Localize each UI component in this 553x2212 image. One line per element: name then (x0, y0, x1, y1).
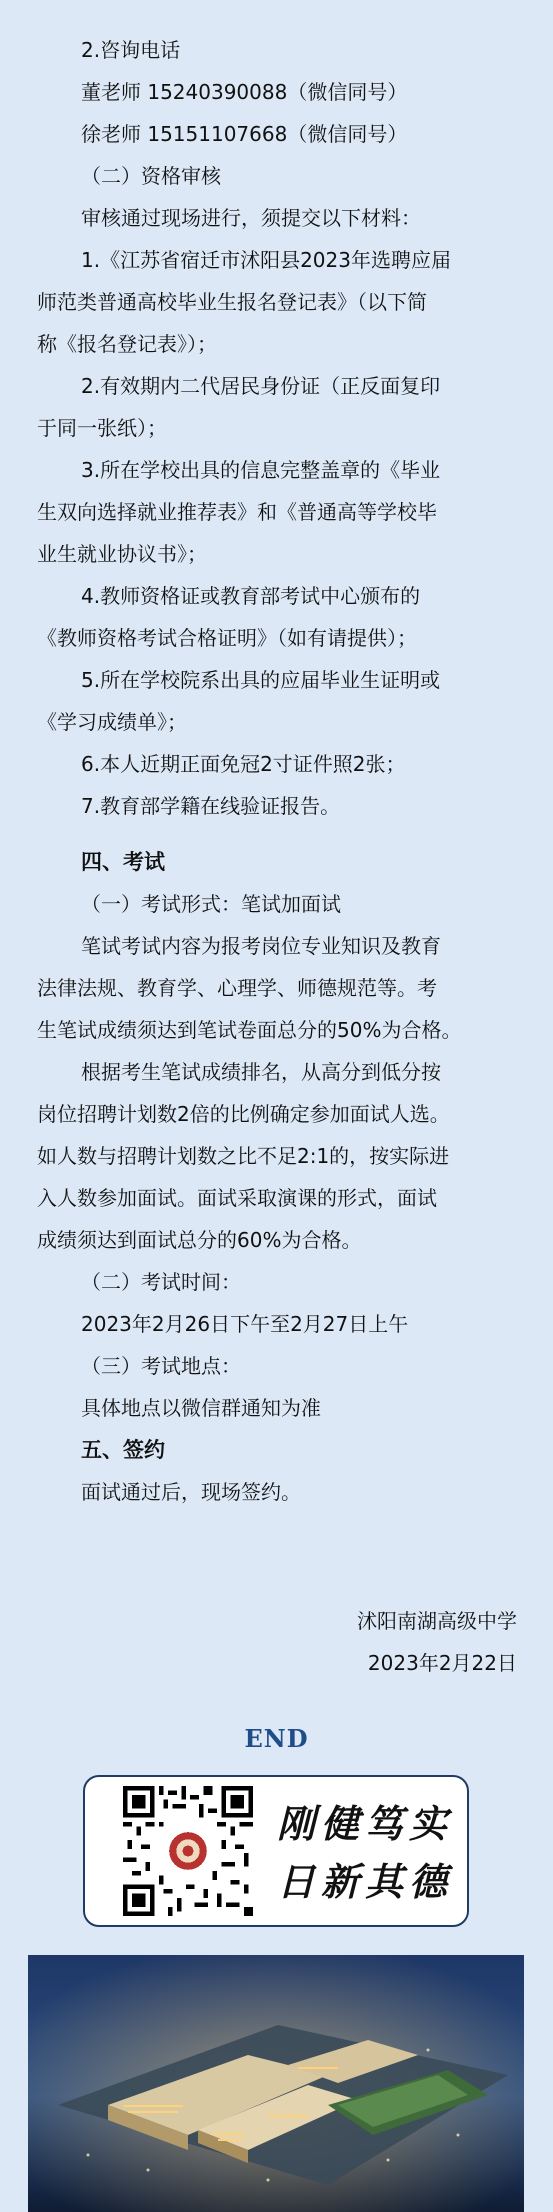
motto-calligraphy (277, 1795, 457, 1911)
motto-line: 刚健笃实 (277, 1801, 454, 1846)
section-heading: 四、考试 (81, 850, 165, 874)
motto-line: 日新其德 (277, 1859, 454, 1904)
text-line: 具体地点以微信群通知为准 (81, 1396, 321, 1420)
text-line: 3.所在学校出具的信息完整盖章的《毕业 (81, 458, 441, 482)
signature-block (357, 1607, 517, 1691)
text-line: 5.所在学校院系出具的应届毕业生证明或 (81, 668, 441, 692)
text-line: 审核通过现场进行，须提交以下材料： (81, 206, 421, 230)
text-line: 《教师资格考试合格证明》（如有请提供）； (37, 626, 417, 650)
section-subheading: （二）资格审核 (81, 164, 221, 188)
text-line: 业生就业协议书》； (37, 542, 207, 566)
text-line: 岗位招聘计划数2倍的比例确定参加面试人选。 (37, 1102, 450, 1126)
text-line: 面试通过后，现场签约。 (81, 1480, 301, 1504)
text-line: 《学习成绩单》； (37, 710, 187, 734)
spacer (37, 834, 517, 848)
section-subheading: （三）考试地点： (81, 1354, 241, 1378)
text-line: 董老师 15240390088（微信同号） (81, 80, 408, 104)
text-line: 笔试考试内容为报考岗位专业知识及教育 (81, 934, 441, 958)
section-subheading: （一）考试形式：笔试加面试 (81, 892, 341, 916)
article-body (37, 36, 517, 1520)
text-line: 生双向选择就业推荐表》和《普通高等学校毕 (37, 500, 437, 524)
text-line: 入人数参加面试。面试采取演课的形式，面试 (37, 1186, 437, 1210)
text-line: 师范类普通高校毕业生报名登记表》（以下简 (37, 290, 427, 314)
text-line: 2.咨询电话 (81, 38, 181, 62)
text-line: 如人数与招聘计划数之比不足2:1的，按实际进 (37, 1144, 450, 1168)
text-line: 2023年2月26日下午至2月27日上午 (81, 1312, 409, 1336)
text-line: 成绩须达到面试总分的60%为合格。 (37, 1228, 362, 1252)
section-subheading: （二）考试时间： (81, 1270, 241, 1294)
text-line: 于同一张纸）； (37, 416, 167, 440)
text-line: 2.有效期内二代居民身份证（正反面复印 (81, 374, 441, 398)
text-line: 1.《江苏省宿迁市沭阳县2023年选聘应届 (81, 248, 451, 272)
text-line: 4.教师资格证或教育部考试中心颁布的 (81, 584, 421, 608)
end-label: END (244, 1724, 309, 1753)
section-heading: 五、签约 (81, 1438, 165, 1462)
text-line: 称《报名登记表》）； (37, 332, 217, 356)
campus-rendering-image (28, 1955, 524, 2212)
text-line: 法律法规、教育学、心理学、师德规范等。考 (37, 976, 437, 1000)
signature-date: 2023年2月22日 (367, 1651, 517, 1675)
text-line: 生笔试成绩须达到笔试卷面总分的50%为合格。 (37, 1018, 462, 1042)
text-line: 7.教育部学籍在线验证报告。 (81, 794, 341, 818)
qr-motto-card (83, 1775, 469, 1927)
text-line: 根据考生笔试成绩排名，从高分到低分按 (81, 1060, 441, 1084)
text-line: 6.本人近期正面免冠2寸证件照2张； (81, 752, 406, 776)
text-line: 徐老师 15151107668（微信同号） (81, 122, 408, 146)
signature-org: 沭阳南湖高级中学 (357, 1609, 517, 1633)
qr-code[interactable] (123, 1786, 253, 1916)
